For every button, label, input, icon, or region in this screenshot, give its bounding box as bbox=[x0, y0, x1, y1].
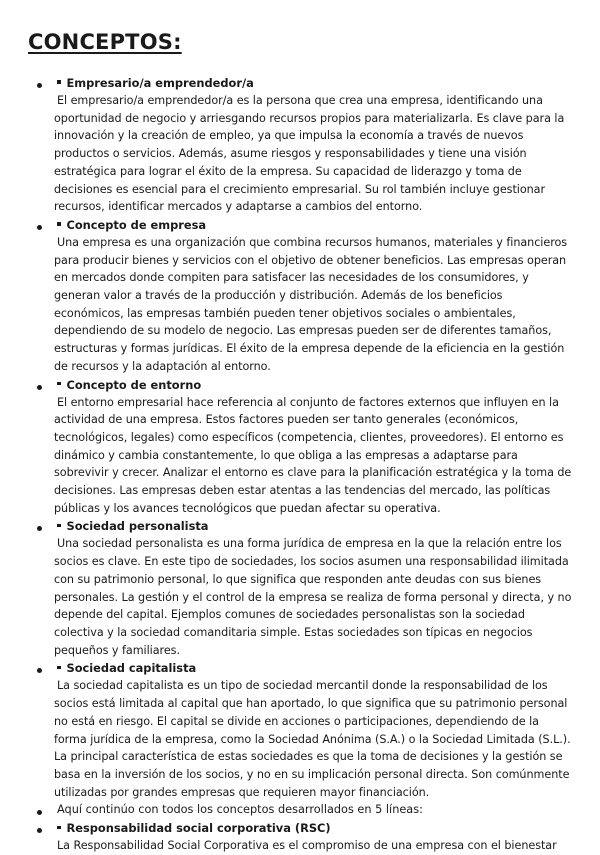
page-title: CONCEPTOS: bbox=[28, 30, 182, 54]
square-bullet-icon bbox=[57, 524, 61, 528]
section-heading bbox=[57, 376, 600, 394]
section-heading-text: Sociedad personalista bbox=[66, 519, 209, 534]
square-bullet-icon bbox=[57, 382, 61, 386]
section-heading-text: Sociedad capitalista bbox=[66, 661, 197, 676]
section-heading-text: Concepto de empresa bbox=[66, 217, 207, 232]
list-item bbox=[0, 659, 600, 801]
bullet-icon bbox=[37, 810, 42, 815]
square-bullet-icon bbox=[57, 80, 61, 84]
square-bullet-icon bbox=[57, 222, 61, 226]
list-item bbox=[0, 376, 600, 518]
section-body: Una empresa es una organización que combina recursos humanos, materiales y financieros para producir bienes y servicios con el objetivo de obtener beneficios. Las empresas operan en mercados donde compiten para satisfacer las necesidades de los consumidores, y generan valor a través de la producción y distribución. Además de los beneficios económicos, las empresas también pueden tener objetivos sociales o ambientales, dependiendo de su modelo de negocio. Las empresas pueden ser de diferentes tamaños, estructuras y formas jurídicas. El éxito de la empresa depende de la eficiencia en la gestión de recursos y la adaptación al entorno. bbox=[54, 235, 568, 373]
section-heading bbox=[57, 659, 600, 677]
bullet-icon bbox=[37, 668, 42, 673]
list-item bbox=[0, 216, 600, 376]
list-item bbox=[0, 517, 600, 659]
bullet-icon bbox=[37, 526, 42, 531]
section-body: El entorno empresarial hace referencia al conjunto de factores externos que influyen en la actividad de una empresa. Estos factores pueden ser tanto generales (económicos, tecnológicos, legales) como específicos (competencia, clientes, proveedores). El entorno es dinámico y cambia constantemente, lo que obliga a las empresas a adaptarse para sobrevivir y crecer. Analizar el entorno es clave para la planificación estratégica y la toma de decisiones. Las empresas deben estar atentas a las tendencias del mercado, las políticas públicas y los avances tecnológicos que puedan afectar su operativa. bbox=[54, 395, 572, 515]
concepts-list bbox=[0, 74, 600, 855]
list-item bbox=[0, 74, 600, 216]
section-body: El empresario/a emprendedor/a es la persona que crea una empresa, identificando una oportunidad de negocio y arriesgando recursos propios para materializarla. Es clave para la innovación y la creación de empleo, ya que impulsa la economía a través de nuevos productos o servicios. Además, asume riesgos y responsabilidades y tiene una visión estratégica para lograr el éxito de la empresa. Su capacidad de liderazgo y toma de decisiones es esencial para el crecimiento empresarial. Su rol también incluye gestionar recursos, identificar mercados y adaptarse a cambios del entorno. bbox=[54, 94, 565, 214]
section-heading-text: Concepto de entorno bbox=[66, 377, 202, 392]
bullet-icon bbox=[37, 828, 42, 833]
section-body: Una sociedad personalista es una forma jurídica de empresa en la que la relación entre los socios es clave. En este tipo de sociedades, los socios asumen una responsabilidad ilimitada con su patrimonio personal, lo que significa que responden ante deudas con sus bienes personales. La gestión y el control de la empresa se realiza de forma personal y directa, y no depende del capital. Ejemplos comunes de sociedades personalistas son la sociedad colectiva y la sociedad comanditaria simple. Estas sociedades son típicas en negocios pequeños y familiares. bbox=[54, 537, 572, 657]
list-item bbox=[0, 819, 600, 855]
bullet-icon bbox=[37, 83, 42, 88]
section-body: La Responsabilidad Social Corporativa es el compromiso de una empresa con el bienestar bbox=[57, 839, 557, 853]
section-heading bbox=[57, 517, 600, 535]
section-heading bbox=[57, 74, 600, 92]
section-heading bbox=[57, 819, 600, 837]
square-bullet-icon bbox=[57, 666, 61, 670]
bullet-icon bbox=[37, 225, 42, 230]
section-heading bbox=[57, 216, 600, 234]
section-body: La sociedad capitalista es un tipo de sociedad mercantil donde la responsabilidad de los socios está limitada al capital que han aportado, lo que significa que su patrimonio personal no está en riesgo. El capital se divide en acciones o participaciones, dependiendo de la forma jurídica de la empresa, como la Sociedad Anónima (S.A.) o la Sociedad Limitada (S.L.). La principal característica de estas sociedades es que la toma de decisiones y la gestión se basa en la inversión de los socios, y no en su implicación personal directa. Son comúnmente utilizadas por grandes empresas que requieren mayor financiación. bbox=[54, 679, 571, 799]
square-bullet-icon bbox=[57, 826, 61, 830]
section-heading-text: Empresario/a emprendedor/a bbox=[66, 76, 254, 90]
section-heading-text: Responsabilidad social corporativa (RSC) bbox=[66, 821, 331, 836]
continuation-note: Aquí continúo con todos los conceptos desarrollados en 5 líneas: bbox=[57, 803, 423, 817]
list-item bbox=[0, 801, 600, 819]
bullet-icon bbox=[37, 385, 42, 390]
